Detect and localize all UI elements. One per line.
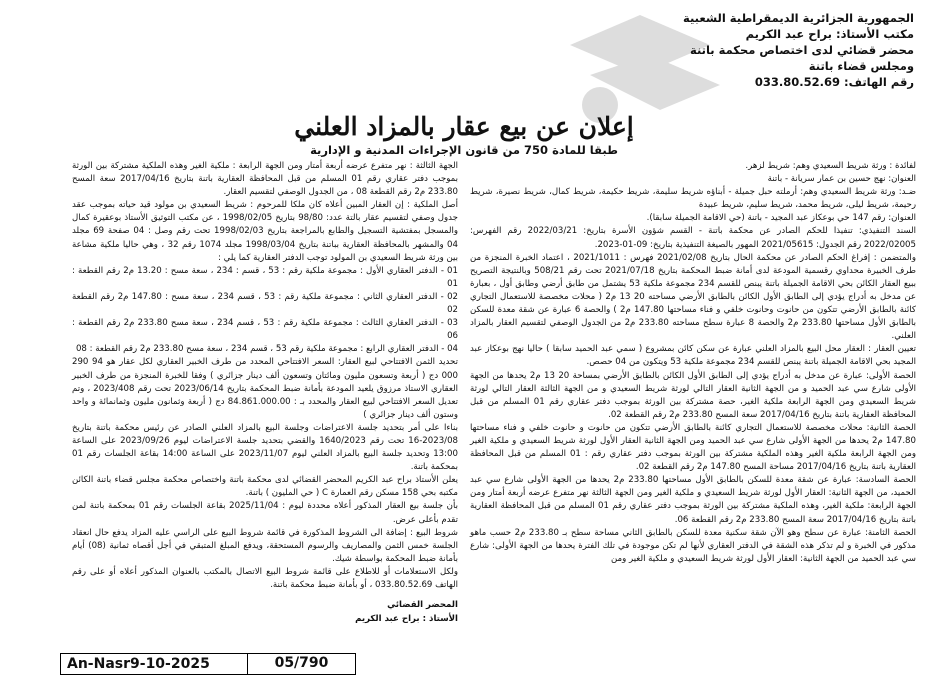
paragraph: الحصة السادسة: عبارة عن شقة معدة للسكن بالطابق الأول مساحتها 233.80 م2 يحدها من الجهة الأولى شارع سي عبد الحميد، من الجهة الثانية: العقار الأول لورثة شريط السعيدي و ملكية الغير ومن الجهة الثالثة نهر متفرع عرضه أربعة أمتار ومن الجهة الرابعة: ملكية الغير، وهذه الملكية مشتركة بين الورثة بموجب دفتر عقاري رقم 01 المسلم من قبل المحافظة العقارية باتنة بتاريخ 2017/04/16 سعة المسح 233.80 م2 رقم القطعة 06. (470, 475, 916, 525)
header-office: مكتب الأستاذ: براح عبد الكريم (745, 27, 914, 41)
paragraph: ولكل الاستعلامات أو للاطلاع على قائمة شروط البيع الاتصال بالمكتب بالعنوان المذكور أعلاه أو على رقم الهاتف 033.80.52.69 ، أو بأمانة ضبط محكمة باتنة. (72, 566, 458, 590)
list-item: 01 - الدفتر العقاري الأول : مجموعة ملكية رقم : 53 ، قسم : 234 ، سعة مسح : 13.20 م2 رقم القطعة : 01 (72, 265, 458, 289)
list-item: 03 - الدفتر العقاري الثالث : مجموعة ملكية رقم : 53 ، قسم 234 ، سعة مسح 233.80 م2 رقم القطعة : 06 (72, 318, 458, 342)
paragraph: أصل الملكية : إن العقار المبين أعلاه كان ملكا للمرحوم : شريط السعيدي بن مولود قيد حياته بموجب عقد جدول وصفي لتقسيم عقار بالتة عدد: 98/80 بتاريخ 1998/02/05 ، عن مكتب التوثيق الأستاذ بوعقيرة كمال والمسجل بمفتشية التسجيل والطابع بالمراجعة بتاريخ 1998/02/03 تحت رقم وصل : 04 صفحة 69 مجلد 04 والمشهر بالمحافظة العقارية بباتنة بتاريخ 1998/03/04 مجلد 1074 رقم 32 ، وهي حاليا ملكية مشاعة بين ورثة شريط السعيدي بن المولود توجب الدفتر العقارية كما يلي : (72, 200, 459, 263)
header-council: ومجلس قضاء باتنة (808, 59, 914, 73)
paragraph: الحصة الأولى: عبارة عن مدخل به أدراج يؤدي إلى الطابق الأول الكائن بالطابق الأرضي بمساحة 20 13 م2 يحدها من الجهة الأولى شارع سي عبد الحميد و من الجهة الثانية العقار التالي لورثة شريط السعيدي و من الجهة الثالثة العقار التالي لورثة شريط السعيدي ومن الجهة الرابعة ملكية الغير، حصة مشتركة بين الورثة بموجب دفتر عقاري رقم 01 المسلم من قبل المحافظة العقارية باتنة بتاريخ 2017/04/16 سعة المسح 233.80 م2 رقم القطعة 02. (470, 370, 917, 420)
right-column (470, 160, 916, 672)
header-phone: رقم الهاتف: 033.80.52.69 (754, 75, 914, 89)
signature-block (72, 598, 458, 626)
signature-role: المحضر القضائي (387, 600, 458, 611)
paragraph: بناءا على أمر بتحديد جلسة الاعتراضات وجلسة البيع بالمزاد العلني الصادر عن رئيس محكمة باتنة بتاريخ 2023/08-16 تحت رقم 1640/2023 والقضي بتحديد جلسة الاعتراضات ليوم 2023/09/26 على الساعة 13:00 وتحديد جلسة البيع بالمزاد العلني ليوم 2023/11/07 على الساعة 14:00 بقاعة الجلسات رقم 01 بمحكمة باتنة. (72, 422, 458, 473)
paragraph: والمتضمن : إفراغ الحكم الصادر عن محكمة الحال بتاريخ 2021/02/08 فهرس : 2021/1011 ، اعتماد الخبرة المنجزة من طرف الخبيرة محداوي رقسمية المودعة لدى أمانة ضبط المحكمة بتاريخ 2021/07/18 تحت رقم 508/21 وبالنتيجة التصريح ببيع العقار الكائن بحي الاقامة الجميلة باتنة يبنص للقسم 234 مجموعة ملكية 53 يشتمل من طابق أرضي وطابق أول ، بعبارة عن مدخل به أدراج يؤدي إلى الطابق الأول الكائن بالطابق الأرضي مساحته 20 13 م2 ( محلات مخصصة للاستعمال التجاري كائنة بالطابق الأرضي تتكون من حانوت وحانوت خلفي و فناء مساحتها 147.80 م2 ) والحصة 6 عبارة عن شقة معدة للسكن بالطابق الأول مساحتها 233.80 م2 والحصة 8 عبارة سطح مساحته 233.80 م2 من الجدول الوصفي لتقسيم العقار بالمزاد العلني. (470, 252, 916, 342)
paragraph: ضـد: ورثة شريط السعيدي وهم: أرملته حبل جميلة - أبناؤه شريط سليمة، شريط حكيمة، شريط كمال، شريط نصيرة، شريط رحيمة، شريط ليلى، شريط محمد، شريط سليم، شريط عبيدة (470, 187, 916, 211)
list-item: 02 - الدفتر العقاري الثاني : مجموعة ملكية رقم : 53 ، قسم 234 ، سعة مسح : 147.80 م2 رقم القطعة 02 (72, 291, 458, 316)
paragraph: تحديد الثمن الافتتاحي لبيع العقار: السعر الافتتاحي المحدد من طرف الخبير العقاري لكل عقار هو 94 290 000 دج ( أربعة وتسعون مليون ومائتان وتسعون ألف دينار جزائري ) وفقا للخبرة المنجزة من طرف الخبير العقاري الاستاذ مرزوق يلعيد المودعة بأمانة ضبط المحكمة بتاريخ 2023/06/14 تحت رقم 2023/408 ، وتم تعديل السعر الافتتاحي لبيع العقار والمحدد بـ : 84.861.000.00 دج ( أربعة وثمانون مليون وثمانمائة و واحد وستون ألف دينار جزائري ) (72, 357, 458, 420)
paragraph: العنوان: رقم 147 حي بوعكاز عبد المجيد - باتنة (حي الاقامة الجميلة سابقا). (646, 213, 916, 224)
paragraph: الحصة الثانية: محلات مخصصة للاستعمال التجاري كائنة بالطابق الأرضي تتكون من حانوت و حانوت خلفي و فناء مساحتها 147.80 م2 يحدها من الجهة الأولى شارع سي عبد الحميد ومن الجهة الثانية العقار الأول لورثة شريط السعيدي و ملكية الغير ومن الجهة الرابعة ملكية الغير وهذه الملكية مشتركة بين الورثة بموجب دفتر عقاري رقم : 01 المسلم من قبل المحافظة العقارية باتنة بتاريخ 2017/04/16 مساحة المسح 147.80 م2 رقم القطعة 02. (470, 422, 916, 473)
paragraph: الحصة الثامنة: عبارة عن سطح وهو الآن شقة سكنية معدة للسكن بالطابق الثاني مساحة سطح بـ 233.80 م2 حسب ماهو مذكور في الخبرة و لم تذكر هذه الشقة في الدفتر العقاري لأنها لم تكن موجودة في تلك الفترة يحدها من الجهة الأولى: شارع سي عبد الحميد من الجهة الثانية: العقار الأول لورثة شريط السعيدي و ملكية الغير ومن (470, 527, 916, 564)
left-column (72, 160, 459, 625)
paragraph: لفائدة : ورثة شريط السعيدي وهم: شريط لزهر. (745, 161, 916, 171)
page-title: إعلان عن بيع عقار بالمزاد العلني (294, 112, 634, 141)
paragraph: الجهة الثالثة : نهر متفرع عرضه أربعة أمتار ومن الجهة الرابعة : ملكية الغير وهذه الملكية مشتركة بين الورثة بموجب دفتر عقاري رقم 01 المسلم من قبل المحافظة العقارية باتنة بتاريخ 2017/04/16 سعة المسح 233.80 م2 رقم القطعة 08 ، من الجدول الوصفي لتقسيم العقار. (72, 161, 459, 198)
header-bailiff: محضر قضائي لدى اختصاص محكمة باتنة (690, 43, 914, 57)
paragraph: العنوان: نهج حسين بن عمار سريانة - باتنة (767, 174, 916, 185)
header-republic: الجمهورية الجزائرية الديمقراطية الشعبية (682, 11, 914, 25)
page-subtitle: طبقا للمادة 750 من قانون الإجراءات المدنية و الإدارية (310, 143, 618, 157)
paragraph: تعيين العقار : العقار محل البيع بالمزاد العلني عبارة عن سكن كائن بمشروع ( سمي عبد الحميد سابقا ) حاليا نهج بوعكاز عبد المجيد بحي الاقامة الجميلة باتنة يبنص للقسم 234 مجموعة ملكية 53 ويتكون من 04 حصص. (470, 344, 916, 368)
paragraph: السند التنفيذي: تنفيذا للحكم الصادر عن محكمة باتنة - القسم شؤون الأسرة بتاريخ: 2022/03/21 رقم الفهرس: 2022/02005 رقم الجدول: 2021/05615 المهور بالصيغة التنفيذية بتاريخ: 09-01-2023. (470, 226, 916, 250)
issuer-header (394, 10, 914, 90)
list-item: 04 - الدفتر العقاري الرابع : مجموعة ملكية رقم 53 ، قسم 234 ، سعة مسح 233.80 م2 رقم القطعة : 08 (75, 344, 458, 355)
signature-name: الأستاذ : براح عبد الكريم (355, 614, 458, 625)
announcement-number: 05/790 (247, 654, 355, 674)
footer-box (60, 653, 356, 675)
paragraph: بأن جلسة بيع العقار المذكور أعلاه محددة ليوم : 2025/11/04 بقاعة الجلسات رقم 01 بمحكمة باتنة لمن تقدم بأعلى عرض. (72, 501, 458, 525)
newspaper-reference: An-Nasr9-10-2025 (67, 656, 210, 672)
paragraph: شروط البيع : إضافة الى الشروط المذكورة في قائمة شروط البيع على الراسي عليه المزاد يدفع حال انعقاد الجلسة خمس الثمن والمصاريف والرسوم المستحقة، ويدفع المبلغ المتبقي في أجل أقصاه ثمانية (08) أيام بأمانة ضبط المحكمة بواسطة شيك. (72, 527, 458, 564)
paragraph: يعلن الأستاذ براح عبد الكريم المحضر القضائي لدى محكمة باتنة واختصاص محكمة مجلس قضاء باتنة الكائن مكتبه بحي 158 مسكن رقم العمارة C ( حي المليون ) باتنة. (72, 475, 458, 499)
